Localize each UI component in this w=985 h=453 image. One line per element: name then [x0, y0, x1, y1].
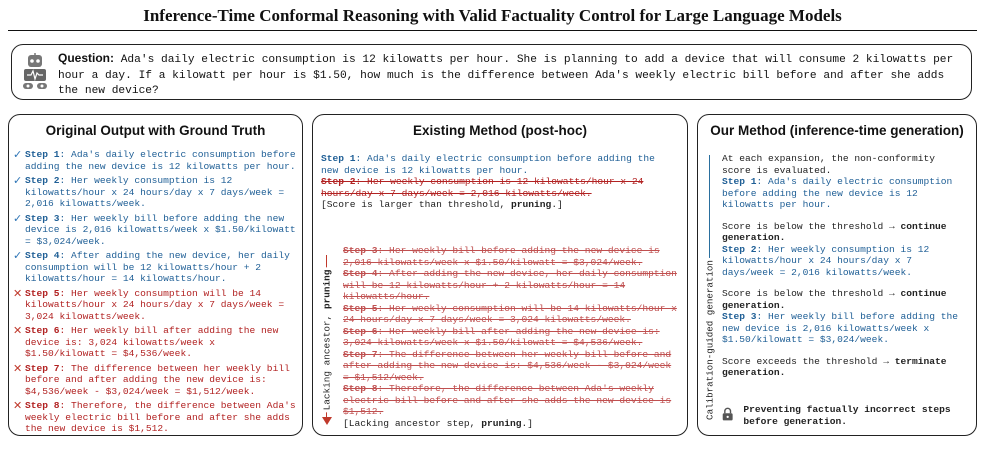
step-label: Step 3: [722, 311, 757, 322]
step-label: Step 1: [722, 176, 757, 187]
step-text: : Her weekly consumption is 12 kilowatts/hour x 24 hours/day x 7 days/week = 2,016 kilowatts/week.: [321, 176, 644, 199]
lock-icon: [722, 404, 733, 424]
step-label: Step 1: [321, 153, 356, 164]
step-label: Step 4: [25, 250, 60, 261]
step-text: : Her weekly consumption is 12 kilowatts/hour x 24 hours/day x 7 days/week = 2,016 kilowatts/week.: [722, 243, 930, 278]
panel1-title: Original Output with Ground Truth: [45, 123, 266, 138]
pruned-step: [343, 303, 677, 326]
panel3-body: [722, 153, 968, 389]
step-content: [25, 213, 296, 248]
panel1-steps: [13, 149, 296, 438]
pruned-step: [343, 383, 677, 418]
step-content: [25, 288, 296, 323]
step-text: : Her weekly consumption will be 14 kilowatts/hour x 24 hours/day x 7 days/week = 3,024 kilowatts/week.: [25, 287, 285, 322]
pruning-end-note: [343, 418, 677, 430]
note-text: [Score is larger than threshold,: [321, 199, 511, 210]
check-icon: ✓: [13, 211, 23, 225]
step-label: Step 3: [343, 245, 378, 256]
panel-existing-method: [312, 114, 688, 436]
panel1-step: [13, 363, 296, 398]
panel3-continue1: [722, 221, 968, 244]
cont-text: Score is below the threshold →: [722, 220, 901, 232]
panel1-step: [13, 213, 296, 248]
step-content: [25, 400, 296, 435]
check-icon: ✓: [13, 249, 23, 262]
end-note-part: [Lacking ancestor step,: [343, 417, 482, 429]
check-icon: ✓: [13, 174, 23, 187]
side-label-bold: pruning: [321, 269, 333, 310]
step-text: : Her weekly bill before adding the new device is 2,016 kilowatts/week x $1.50/kilowatt = $3,024/week.: [25, 212, 296, 247]
panel2-title: Existing Method (post-hoc): [413, 123, 587, 138]
panel2-kept-steps: [321, 153, 677, 211]
step-label: Step 2: [722, 243, 757, 255]
period: .: [779, 299, 786, 311]
panel3-terminate: [722, 356, 968, 379]
figure-title: Inference-Time Conformal Reasoning with Valid Factuality Control for Large Language Models: [143, 6, 842, 25]
step-label: Step 5: [343, 302, 378, 314]
step-label: Step 6: [25, 325, 60, 336]
step-content: [25, 363, 296, 398]
question-label: Question:: [58, 51, 114, 65]
step-text: : After adding the new device, her daily consumption will be 12 kilowatts/hour + 2 kilowatts/hour = 14 kilowatts/hour.: [343, 268, 677, 302]
cross-icon: ✕: [13, 286, 23, 300]
caption-strip: [0, 441, 985, 453]
cont-bold: continue generation: [722, 288, 947, 311]
robot-icon: [20, 53, 50, 91]
step-text: : After adding the new device, her daily consumption will be 12 kilowatts/hour + 2 kilowatts/hour = 14 kilowatts/hour.: [25, 250, 290, 284]
panel3-step3: [722, 311, 968, 346]
panel3-title: Our Method (inference-time generation): [710, 123, 964, 138]
step-text: : Her weekly bill after adding the new device is: 3,024 kilowatts/week x $1.50/kilowatt = $4,536/week.: [343, 325, 660, 348]
panel2-step2: [321, 176, 677, 199]
step-text: : The difference between her weekly bill before and after adding the new device is: $4,536/week - $3,024/week = $1,512/week.: [343, 348, 672, 383]
step-text: : Her weekly bill after adding the new device is: 3,024 kilowatts/week x $1.50/kilowatt = $4,536/week.: [25, 325, 279, 359]
step-label: Step 2: [25, 175, 60, 186]
pruned-step: [343, 245, 677, 268]
calibration-side-label: Calibration-guided generation: [704, 260, 716, 420]
panel2-pruned-steps: [343, 245, 677, 429]
panel1-step: [13, 288, 296, 323]
question-body: Ada's daily electric consumption is 12 kilowatts per hour. She is planning to add a device that will consume 2 kilowatts per hour a day. If a kilowatt per hour is $1.50, how much is the difference between Ada's weekly electric bill before and after she adds the new device?: [58, 54, 954, 97]
step-label: Step 2: [321, 176, 356, 187]
term-text: Score exceeds the threshold →: [722, 355, 895, 367]
period: .: [779, 232, 786, 243]
step-text: : Her weekly consumption will be 14 kilowatts/hour x 24 hours/day x 7 days/week = 3,024 kilowatts/week.: [343, 302, 677, 325]
term-bold: terminate generation: [722, 355, 947, 378]
cont-text: Score is below the threshold →: [722, 288, 901, 299]
step-label: Step 3: [25, 212, 60, 224]
step-text: : Her weekly consumption is 12 kilowatts/hour x 24 hours/day x 7 days/week = 2,016 kilowatts/week.: [25, 175, 285, 209]
note-bold: pruning: [511, 199, 552, 210]
step-text: : The difference between her weekly bill before and after adding the new device is: $4,536/week - $3,024/week = $1,512/week.: [25, 362, 290, 397]
step-label: Step 7: [343, 348, 378, 360]
cross-icon: ✕: [13, 399, 23, 412]
panel3-intro: [722, 153, 968, 176]
panel3-step2: [722, 244, 968, 279]
step-label: Step 7: [25, 362, 60, 374]
panel2-score-note: [321, 199, 677, 211]
cont-bold: continue generation: [722, 220, 947, 243]
step-label: Step 5: [25, 287, 60, 299]
side-label-text: Lacking ancestor,: [321, 309, 333, 411]
cross-icon: ✕: [13, 361, 23, 375]
step-label: Step 1: [25, 149, 60, 160]
panel1-step: [13, 175, 296, 210]
panel1-step: [13, 325, 296, 360]
step-text: : Ada's daily electric consumption before adding the new device is 12 kilowatts per hour.: [321, 153, 655, 176]
step-label: Step 8: [25, 400, 60, 411]
step-content: [25, 149, 296, 172]
step-text: : Therefore, the difference between Ada's weekly electric bill before and after she adds the new device is $1,512.: [343, 383, 672, 417]
panel1-step: [13, 250, 296, 285]
end-note-part: pruning: [481, 417, 522, 429]
pruned-step: [343, 326, 677, 349]
question-box: [11, 44, 972, 100]
panel1-step: [13, 400, 296, 435]
panel3-continue2: [722, 288, 968, 311]
step-text: : Ada's daily electric consumption before adding the new device is 12 kilowatts per hour.: [25, 149, 296, 172]
lock-note: [722, 404, 968, 427]
step-label: Step 6: [343, 325, 378, 337]
step-text: : Ada's daily electric consumption before adding the new device is 12 kilowatts per hour.: [722, 176, 953, 210]
pruned-step: [343, 268, 677, 303]
step-text: : Her weekly bill before adding the new device is 2,016 kilowatts/week x $1.50/kilowatt = $3,024/week.: [343, 245, 660, 268]
panel2-step1: [321, 153, 677, 176]
title-rule: [8, 30, 977, 31]
note-end: .]: [551, 199, 563, 210]
panel-our-method: [697, 114, 977, 436]
panel3-step1: [722, 176, 968, 211]
cross-icon: ✕: [13, 324, 23, 337]
intro-text: At each expansion, the non-conformity score is evaluated.: [722, 153, 936, 176]
check-icon: ✓: [13, 148, 23, 161]
lock-text: Preventing factually incorrect steps before generation.: [743, 404, 951, 427]
period: .: [779, 367, 786, 378]
step-content: [25, 325, 296, 360]
step-label: Step 4: [343, 268, 378, 279]
step-text: : Therefore, the difference between Ada's weekly electric bill before and after she adds the new device is $1,512.: [25, 400, 296, 434]
panel-original-output: [8, 114, 303, 436]
step-text: : Her weekly bill before adding the new device is 2,016 kilowatts/week x $1.50/kilowatt = $3,024/week.: [722, 311, 959, 345]
step-content: [25, 175, 296, 210]
panel1-step: [13, 149, 296, 172]
question-text: [58, 51, 957, 100]
pruned-step: [343, 349, 677, 384]
step-label: Step 8: [343, 383, 378, 394]
end-note-part: .]: [521, 417, 534, 429]
step-content: [25, 250, 296, 285]
pruning-side-label: [318, 260, 336, 420]
